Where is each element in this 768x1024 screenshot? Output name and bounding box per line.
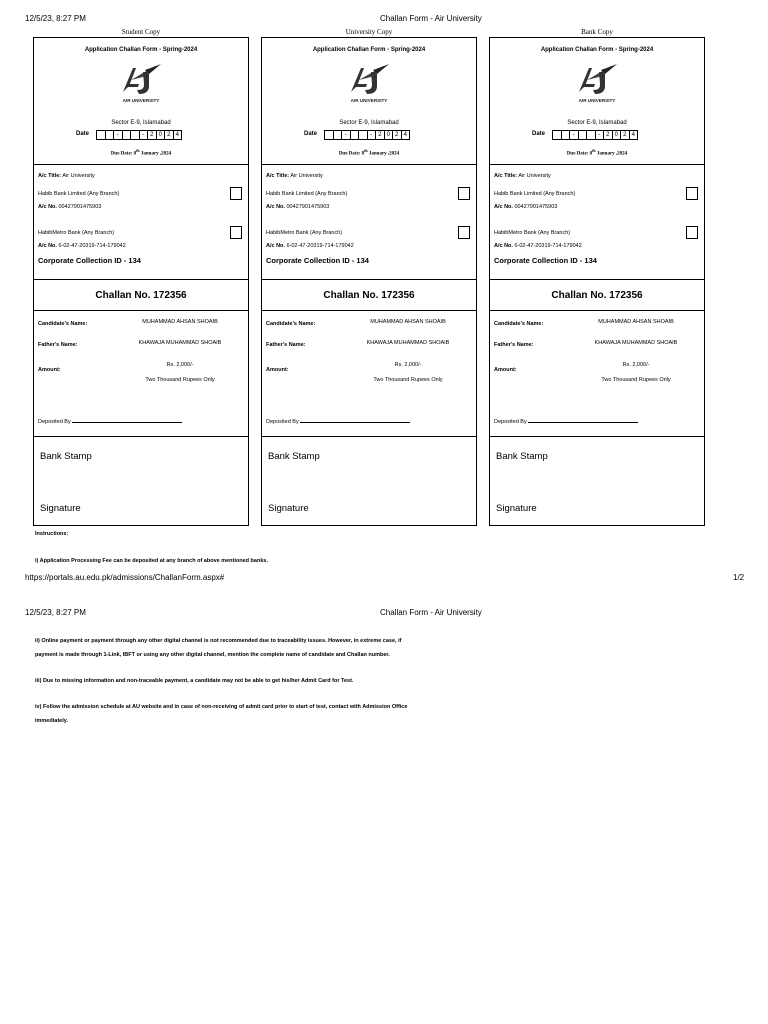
stamp-section [262, 437, 476, 529]
bank2-checkbox[interactable] [458, 226, 470, 239]
form-title: Application Challan Form - Spring-2024 [84, 47, 198, 53]
date-cell[interactable]: - [595, 130, 605, 140]
corporate-collection-id: Corporate Collection ID - 134 [38, 256, 141, 265]
date-label: Date [304, 131, 318, 137]
date-cell[interactable]: 2 [620, 130, 630, 140]
deposited-by-line[interactable] [528, 422, 638, 423]
challan-number: Challan No. 172356 [95, 289, 187, 301]
date-label: Date [76, 131, 90, 137]
amount-value: Rs. 2,000/- [394, 362, 422, 368]
page-number: 1/2 [733, 573, 745, 582]
corporate-collection-id: Corporate Collection ID - 134 [266, 256, 369, 265]
amount-label: Amount: [266, 367, 289, 373]
challan-copy [489, 37, 705, 526]
amount-words: Two Thousand Rupees Only [601, 377, 671, 383]
date-cell[interactable]: 0 [384, 130, 394, 140]
student-copy-label: Student Copy [121, 28, 161, 36]
air-university-logo [571, 62, 623, 104]
challan-copy [261, 37, 477, 526]
bank-stamp-label: Bank Stamp [40, 451, 92, 462]
logo-text: AIR UNIVERSITY [578, 98, 616, 103]
bank2-name: HabibMetro Bank (Any Branch) [494, 230, 571, 236]
bank-stamp-label: Bank Stamp [268, 451, 320, 462]
candidate-name-value: MUHAMMAD AHSAN SHOAIB [370, 319, 446, 325]
bank2-name: HabibMetro Bank (Any Branch) [266, 230, 343, 236]
signature-label: Signature [268, 503, 309, 514]
corporate-collection-id: Corporate Collection ID - 134 [494, 256, 597, 265]
date-cell[interactable]: 2 [164, 130, 174, 140]
challan-number: Challan No. 172356 [323, 289, 415, 301]
sector-address: Sector E-9, Islamabad [339, 120, 399, 126]
stamp-section [34, 437, 248, 529]
instructions-heading: Instructions: [35, 531, 69, 537]
print-title-page2: Challan Form - Air University [380, 608, 482, 617]
deposited-by-line[interactable] [72, 422, 182, 423]
date-cell[interactable]: 2 [147, 130, 157, 140]
bank-stamp-label: Bank Stamp [496, 451, 548, 462]
father-name-label: Father's Name: [266, 342, 306, 348]
bank-copy-label: Bank Copy [581, 28, 613, 36]
deposited-by-line[interactable] [300, 422, 410, 423]
date-cell[interactable]: 0 [612, 130, 622, 140]
date-cell[interactable]: 4 [173, 130, 183, 140]
instruction-iv-line1: iv) Follow the admission schedule at AU website and in case of non-receiving of admit card prior to start of test, contact with Admission Office [35, 704, 408, 710]
date-label: Date [532, 131, 546, 137]
due-date: Due Date: 8th January ,2024 [338, 148, 400, 157]
ac-title: A/c Title: Air University [266, 173, 323, 179]
bank2-name: HabibMetro Bank (Any Branch) [38, 230, 115, 236]
instruction-iii: iii) Due to missing information and non-traceable payment, a candidate may not be able to get his/her Admit Card for Test. [35, 678, 354, 684]
university-copy-label: University Copy [345, 28, 393, 36]
date-cell[interactable]: 2 [392, 130, 402, 140]
ac-title: A/c Title: Air University [38, 173, 95, 179]
sector-address: Sector E-9, Islamabad [111, 120, 171, 126]
father-name-value: KHAWAJA MUHAMMAD SHOAIB [366, 340, 450, 346]
due-date: Due Date: 8th January ,2024 [566, 148, 628, 157]
challan-copy [33, 37, 249, 526]
bank2-checkbox[interactable] [230, 226, 242, 239]
date-cell[interactable]: 0 [156, 130, 166, 140]
print-title: Challan Form - Air University [380, 14, 482, 23]
instruction-i: i) Application Processing Fee can be deposited at any branch of above mentioned banks. [35, 558, 268, 564]
form-header-section [490, 38, 704, 165]
bank-details-section [34, 165, 248, 280]
candidate-name-label: Candidate's Name: [266, 321, 316, 327]
signature-label: Signature [496, 503, 537, 514]
amount-value: Rs. 2,000/- [166, 362, 194, 368]
challan-number: Challan No. 172356 [551, 289, 643, 301]
challan-number-section [34, 280, 248, 311]
amount-value: Rs. 2,000/- [622, 362, 650, 368]
date-cell[interactable]: 2 [603, 130, 613, 140]
challan-number-section [262, 280, 476, 311]
instruction-ii-line1: ii) Online payment or payment through any other digital channel is not recommended due to traceability issues. However, in extreme case, if [35, 638, 402, 644]
form-header-section [34, 38, 248, 165]
ac-title: A/c Title: Air University [494, 173, 551, 179]
candidate-section [34, 311, 248, 437]
father-name-label: Father's Name: [38, 342, 78, 348]
air-university-logo [343, 62, 395, 104]
logo-text: AIR UNIVERSITY [122, 98, 160, 103]
candidate-name-value: MUHAMMAD AHSAN SHOAIB [598, 319, 674, 325]
instruction-ii-line2: payment is made through 1-Link, IBFT or using any other digital channel, mention the complete name of candidate and Challan number. [35, 652, 390, 658]
date-cell[interactable]: - [341, 130, 351, 140]
date-boxes [325, 130, 410, 140]
father-name-value: KHAWAJA MUHAMMAD SHOAIB [138, 340, 222, 346]
deposited-by: Deposited By [266, 419, 410, 425]
bank1-name: Habib Bank Limited (Any Branch) [266, 191, 348, 197]
bank1-name: Habib Bank Limited (Any Branch) [494, 191, 576, 197]
amount-label: Amount: [494, 367, 517, 373]
candidate-name-label: Candidate's Name: [494, 321, 544, 327]
print-timestamp: 12/5/23, 8:27 PM [25, 14, 86, 23]
date-cell[interactable]: - [569, 130, 579, 140]
bank1-account: A/c No. 00427901475903 [494, 204, 558, 210]
due-date: Due Date: 8th January ,2024 [110, 148, 172, 157]
father-name-label: Father's Name: [494, 342, 534, 348]
bank1-name: Habib Bank Limited (Any Branch) [38, 191, 120, 197]
bank1-account: A/c No. 00427901475903 [38, 204, 102, 210]
signature-label: Signature [40, 503, 81, 514]
bank-details-section [262, 165, 476, 280]
footer-url[interactable]: https://portals.au.edu.pk/admissions/ChallanForm.aspx# [25, 573, 225, 582]
bank1-checkbox[interactable] [686, 187, 698, 200]
bank2-checkbox[interactable] [686, 226, 698, 239]
deposited-by: Deposited By [38, 419, 182, 425]
stamp-section [490, 437, 704, 529]
date-cell[interactable]: - [139, 130, 149, 140]
bank1-checkbox[interactable] [458, 187, 470, 200]
date-cell[interactable]: 4 [629, 130, 639, 140]
candidate-name-value: MUHAMMAD AHSAN SHOAIB [142, 319, 218, 325]
candidate-section [490, 311, 704, 437]
bank-details-section [490, 165, 704, 280]
amount-words: Two Thousand Rupees Only [373, 377, 443, 383]
candidate-section [262, 311, 476, 437]
date-cell[interactable]: - [367, 130, 377, 140]
air-university-logo [115, 62, 167, 104]
date-boxes [97, 130, 182, 140]
date-cell[interactable]: 4 [401, 130, 411, 140]
form-header-section [262, 38, 476, 165]
form-title: Application Challan Form - Spring-2024 [312, 47, 426, 53]
bank2-account: A/c No. 6-02-47-20319-714-179042 [38, 243, 126, 249]
logo-text: AIR UNIVERSITY [350, 98, 388, 103]
deposited-by: Deposited By [494, 419, 638, 425]
bank2-account: A/c No. 6-02-47-20319-714-179042 [266, 243, 354, 249]
bank1-account: A/c No. 00427901475903 [266, 204, 330, 210]
amount-label: Amount: [38, 367, 61, 373]
form-title: Application Challan Form - Spring-2024 [540, 47, 654, 53]
bank1-checkbox[interactable] [230, 187, 242, 200]
bank2-account: A/c No. 6-02-47-20319-714-179042 [494, 243, 582, 249]
date-cell[interactable]: - [113, 130, 123, 140]
instruction-iv-line2: immediately. [35, 718, 68, 724]
print-timestamp-page2: 12/5/23, 8:27 PM [25, 608, 86, 617]
date-boxes [553, 130, 638, 140]
sector-address: Sector E-9, Islamabad [567, 120, 627, 126]
father-name-value: KHAWAJA MUHAMMAD SHOAIB [594, 340, 678, 346]
candidate-name-label: Candidate's Name: [38, 321, 88, 327]
date-cell[interactable]: 2 [375, 130, 385, 140]
challan-number-section [490, 280, 704, 311]
amount-words: Two Thousand Rupees Only [145, 377, 215, 383]
